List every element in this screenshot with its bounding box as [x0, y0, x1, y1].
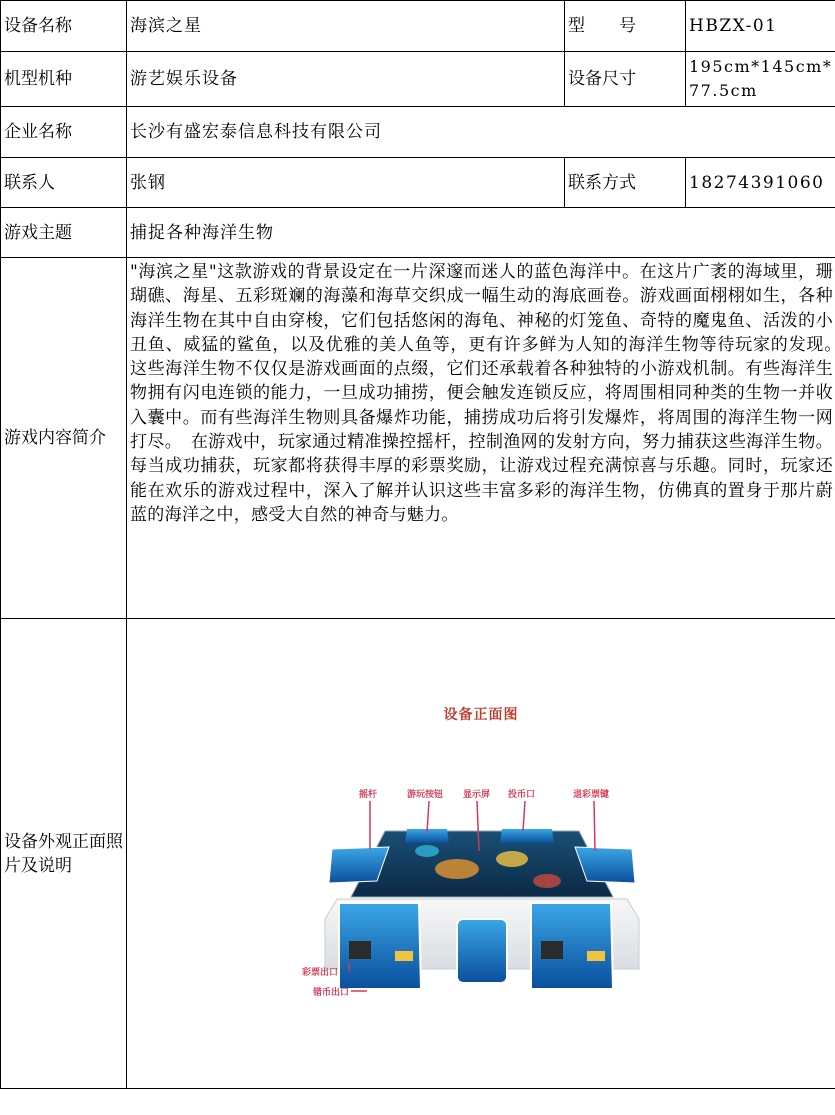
- phone-label: 联系方式: [565, 158, 686, 208]
- device-front-photo: [127, 619, 835, 1089]
- device-size-value: 195cm*145cm*77.5cm: [686, 52, 835, 107]
- callout-game-button: 游玩按钮: [407, 790, 444, 800]
- callout-ticket-outlet: 彩票出口: [302, 968, 339, 978]
- model-value: HBZX-01: [686, 1, 835, 52]
- row-device-type: [1, 52, 835, 107]
- row-photo: [1, 619, 835, 1089]
- callout-coin-return: 错币出口: [313, 988, 350, 998]
- contact-value: 张钢: [127, 158, 565, 208]
- device-name-label: 设备名称: [1, 1, 127, 52]
- callout-refund-button: 退彩票键: [573, 790, 610, 800]
- callout-screen: 显示屏: [463, 790, 491, 800]
- row-device-name: [1, 1, 835, 52]
- model-label: 型 号: [565, 1, 686, 52]
- device-type-label: 机型机种: [1, 52, 127, 107]
- row-company: [1, 107, 835, 158]
- device-size-label: 设备尺寸: [565, 52, 686, 107]
- phone-value: 18274391060: [686, 158, 835, 208]
- photo-label: 设备外观正面照片及说明: [1, 619, 127, 1089]
- company-label: 企业名称: [1, 107, 127, 158]
- callout-joystick: 摇杆: [359, 790, 378, 800]
- device-name-value: 海滨之星: [127, 1, 565, 52]
- row-contact: [1, 158, 835, 208]
- device-type-value: 游艺娱乐设备: [127, 52, 565, 107]
- row-intro: [1, 258, 835, 619]
- row-theme: [1, 208, 835, 258]
- figure-title: 设备正面图: [443, 707, 519, 723]
- intro-label: 游戏内容简介: [1, 258, 127, 619]
- contact-label: 联系人: [1, 158, 127, 208]
- callout-coin-slot: 投币口: [508, 790, 536, 800]
- theme-label: 游戏主题: [1, 208, 127, 258]
- company-value: 长沙有盛宏泰信息科技有限公司: [127, 107, 835, 158]
- photo-cell: [127, 619, 835, 1089]
- intro-value: "海滨之星"这款游戏的背景设定在一片深邃而迷人的蓝色海洋中。在这片广袤的海域里，珊瑚礁、海星、五彩斑斓的海藻和海草交织成一幅生动的海底画卷。游戏画面栩栩如生，各种海洋生物在其中自由穿梭，它们包括悠闲的海龟、神秘的灯笼鱼、奇特的魔鬼鱼、活泼的小丑鱼、威猛的鲨鱼，以及优雅的美人鱼等，更有许多鲜为人知的海洋生物等待玩家的发现。 这些海洋生物不仅仅是游戏画面的点缀，它们还承载着各种独特的小游戏机制。有些海洋生物拥有闪电连锁的能力，一旦成功捕捞，便会触发连锁反应，将周围相同种类的生物一并收入囊中。而有些海洋生物则具备爆炸功能，捕捞成功后将引发爆炸，将周围的海洋生物一网打尽。 在游戏中，玩家通过精准操控摇杆，控制渔网的发射方向，努力捕获这些海洋生物。每当成功捕获，玩家都将获得丰厚的彩票奖励，让游戏过程充满惊喜与乐趣。同时，玩家还能在欢乐的游戏过程中，深入了解并认识这些丰富多彩的海洋生物，仿佛真的置身于那片蔚蓝的海洋之中，感受大自然的神奇与魅力。: [127, 258, 835, 619]
- theme-value: 捕捉各种海洋生物: [127, 208, 835, 258]
